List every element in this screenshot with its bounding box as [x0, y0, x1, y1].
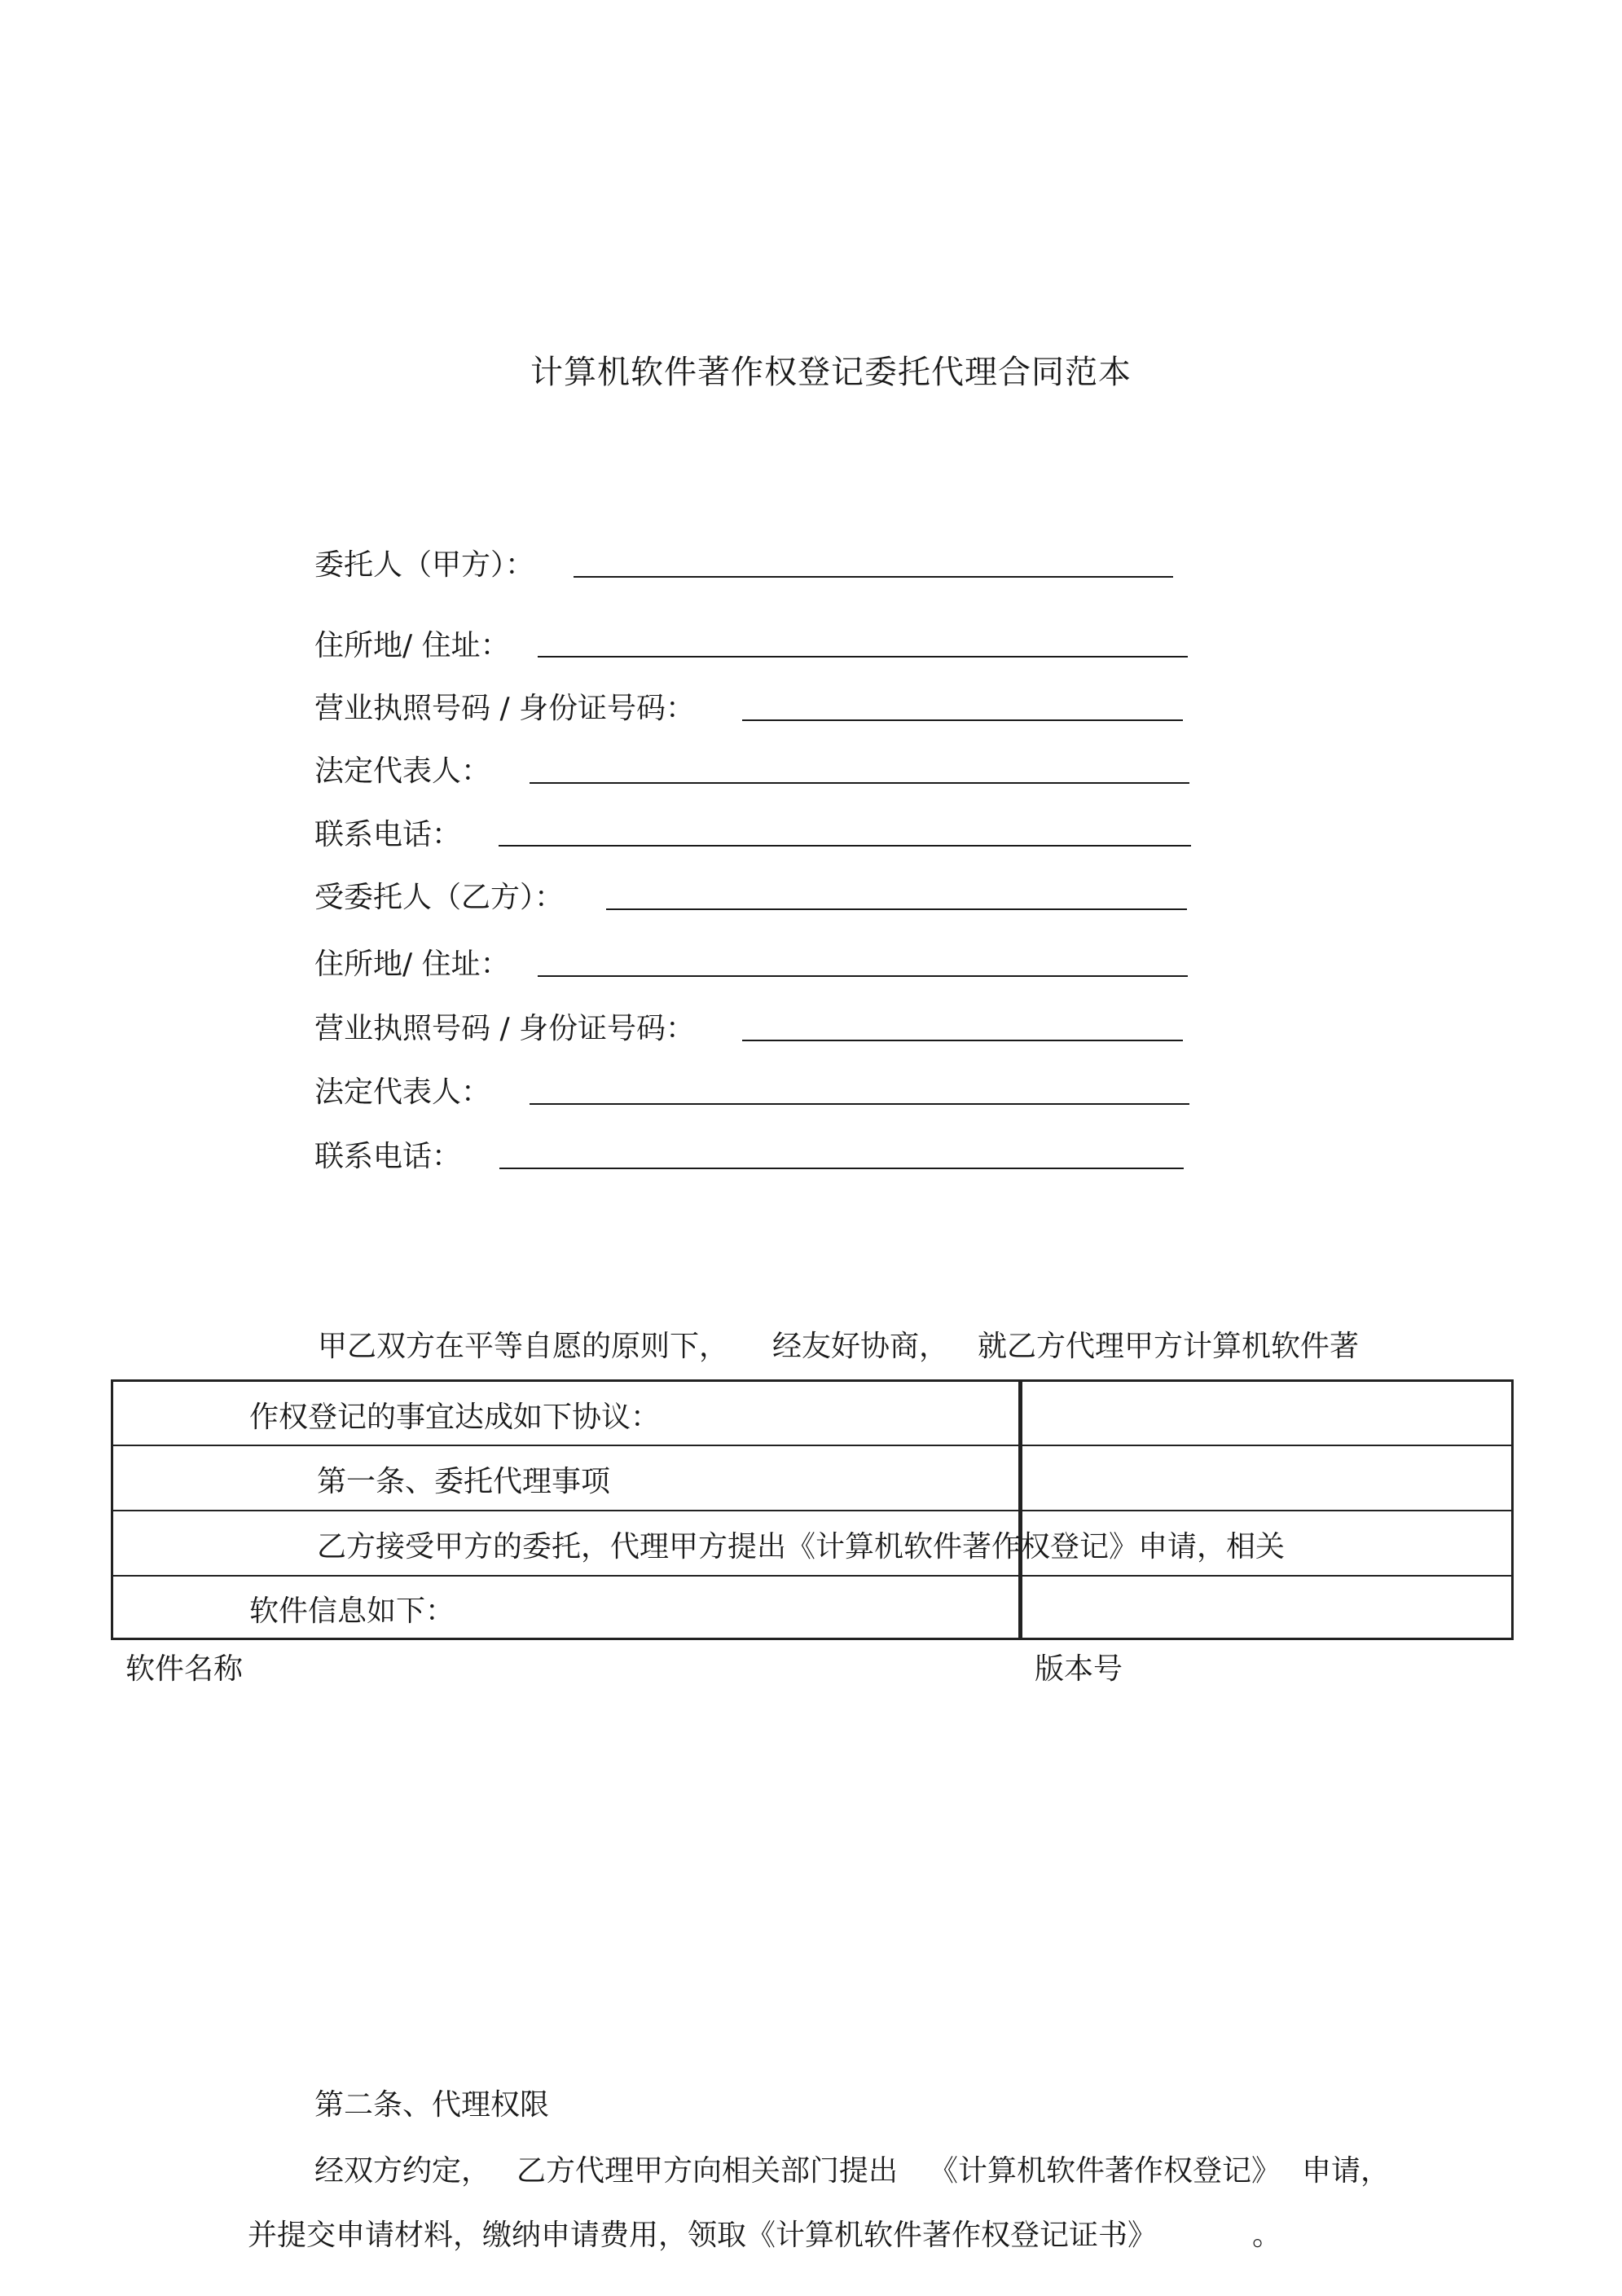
table-row-divider	[113, 1445, 1511, 1446]
agent-license-id-fill-line[interactable]	[742, 1040, 1183, 1041]
agent-legal-rep-fill-line[interactable]	[530, 1103, 1189, 1105]
client-label: 委托人（甲方）：	[314, 548, 535, 582]
agent-legal-rep-label: 法定代表人：	[314, 1075, 491, 1109]
client-fill-line[interactable]	[574, 576, 1173, 578]
article-2-line-1-part-2: 乙方代理甲方向相关部门提出	[516, 2154, 899, 2188]
agent-address-fill-line[interactable]	[538, 975, 1188, 977]
agent-address-label: 住所地/ 住址：	[314, 948, 510, 981]
agreement-table	[111, 1379, 1514, 1640]
preamble-part-2: 经友好协商，	[772, 1330, 949, 1363]
table-row-divider	[113, 1510, 1511, 1511]
article-1-text: 乙方接受甲方的委托，代理甲方提出《计算机软件著作权登记》申请，相关	[317, 1530, 1286, 1564]
preamble-part-3: 就乙方代理甲方计算机软件著	[978, 1330, 1360, 1363]
version-label: 版本号	[1035, 1652, 1123, 1686]
article-2-line-1-part-1: 经双方约定，	[314, 2154, 491, 2188]
article-2-heading: 第二条、代理权限	[314, 2088, 550, 2122]
preamble-part-1: 甲乙双方在平等自愿的原则下，	[318, 1330, 729, 1363]
agent-label: 受委托人（乙方）：	[314, 881, 565, 914]
agent-phone-label: 联系电话：	[314, 1140, 462, 1173]
client-address-label: 住所地/ 住址：	[314, 629, 510, 662]
table-row-1-text: 作权登记的事宜达成如下协议：	[249, 1401, 661, 1434]
client-legal-rep-label: 法定代表人：	[314, 754, 491, 788]
agent-license-id-label: 营业执照号码 / 身份证号码：	[314, 1012, 696, 1045]
article-2-line-1-part-4: 申请，	[1302, 2154, 1391, 2188]
client-phone-fill-line[interactable]	[499, 845, 1191, 847]
table-column-divider	[1018, 1382, 1022, 1638]
agent-phone-fill-line[interactable]	[499, 1168, 1184, 1169]
article-2-line-2-part-1: 并提交申请材料，缴纳申请费用，领取《计算机软件著作权登记证书》	[248, 2219, 1158, 2252]
agent-fill-line[interactable]	[606, 908, 1187, 910]
document-title: 计算机软件著作权登记委托代理合同范本	[530, 354, 1132, 391]
software-name-label: 软件名称	[125, 1652, 244, 1686]
article-2-line-1-part-3: 《计算机软件著作权登记》	[929, 2154, 1281, 2188]
client-license-id-fill-line[interactable]	[742, 719, 1183, 721]
table-row-4-text: 软件信息如下：	[249, 1594, 455, 1628]
article-1-heading: 第一条、委托代理事项	[317, 1465, 611, 1498]
client-phone-label: 联系电话：	[314, 818, 462, 851]
table-row-divider	[113, 1575, 1511, 1577]
client-address-fill-line[interactable]	[538, 656, 1188, 658]
article-2-line-2-part-2: 。	[1252, 2219, 1282, 2252]
client-legal-rep-fill-line[interactable]	[530, 782, 1189, 784]
client-license-id-label: 营业执照号码 / 身份证号码：	[314, 692, 696, 725]
